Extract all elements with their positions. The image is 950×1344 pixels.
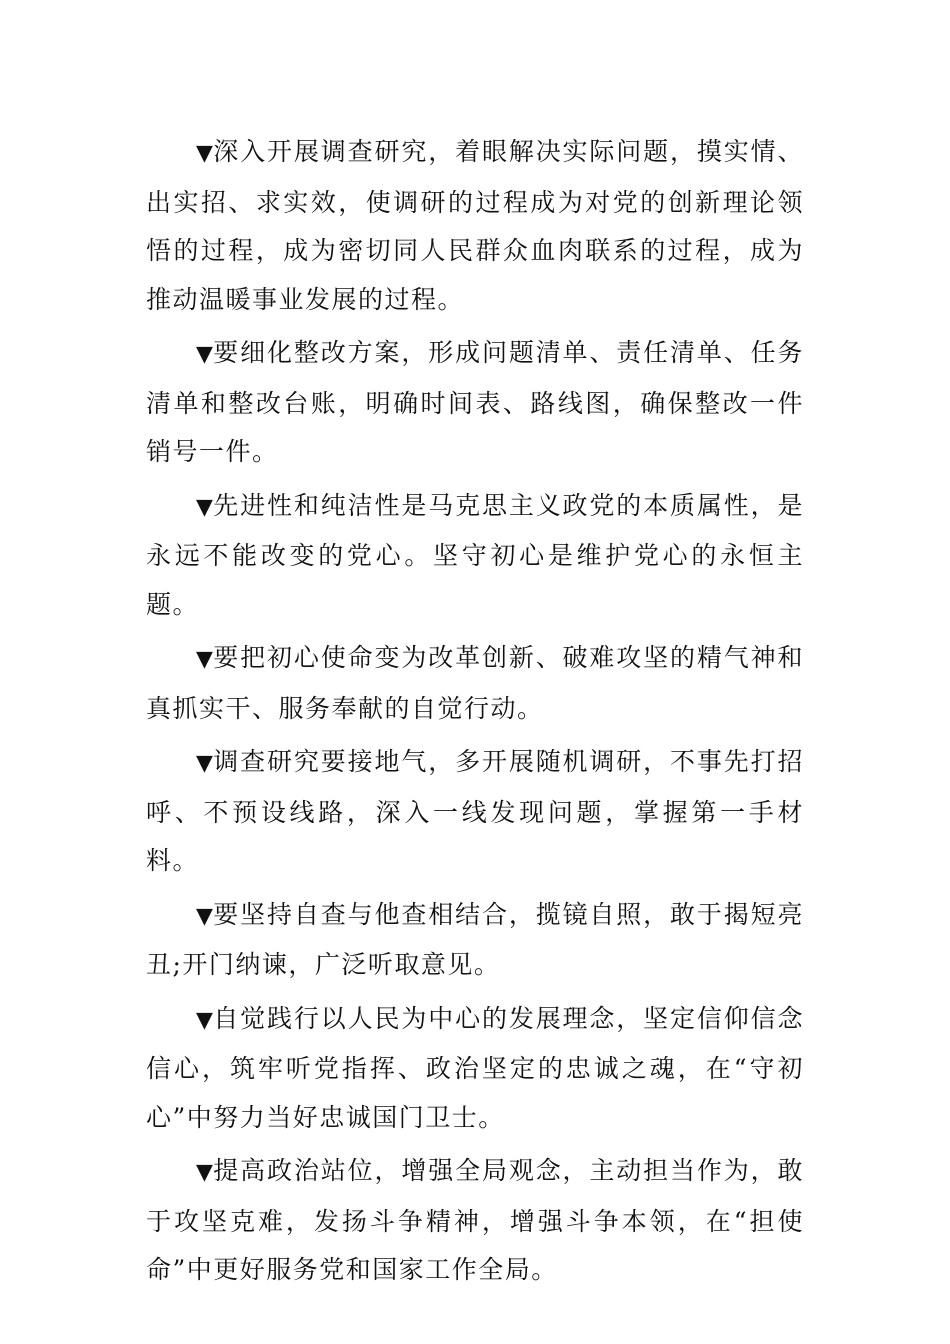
paragraph-text: 调查研究要接地气，多开展随机调研，不事先打招呼、不预设线路，深入一线发现问题，掌握第一手材料。 (146, 747, 804, 875)
paragraph-text: 要坚持自查与他查相结合，揽镜自照，敢于揭短亮丑;开门纳谏，广泛听取意见。 (146, 899, 804, 979)
paragraph-text: 深入开展调查研究，着眼解决实际问题，摸实情、出实招、求实效，使调研的过程成为对党的创新理论领悟的过程，成为密切同人民群众血肉联系的过程，成为推动温暖事业发展的过程。 (146, 137, 804, 314)
document-body (146, 128, 804, 1300)
paragraph-text: 要细化整改方案，形成问题清单、责任清单、任务清单和整改台账，明确时间表、路线图，确保整改一件销号一件。 (146, 338, 804, 466)
paragraph-text: 自觉践行以人民为中心的发展理念，坚定信仰信念信心，筑牢听党指挥、政治坚定的忠诚之魂，在“守初心”中努力当好忠诚国门卫士。 (146, 1003, 804, 1132)
triangle-bullet-icon: ▼ (196, 141, 214, 166)
triangle-bullet-icon: ▼ (196, 1160, 214, 1185)
triangle-bullet-icon: ▼ (196, 1007, 214, 1033)
paragraph-8 (146, 1147, 804, 1295)
paragraph-2 (146, 329, 804, 477)
paragraph-text: 先进性和纯洁性是马克思主义政党的本质属性，是永远不能改变的党心。坚守初心是维护党心的永恒主题。 (146, 490, 804, 619)
paragraph-1 (146, 128, 804, 324)
paragraph-5 (146, 738, 804, 886)
triangle-bullet-icon: ▼ (196, 342, 214, 367)
paragraph-text: 提高政治站位，增强全局观念，主动担当作为，敢于攻坚克难，发扬斗争精神，增强斗争本领，在“担使命”中更好服务党和国家工作全局。 (146, 1156, 804, 1284)
paragraph-7 (146, 995, 804, 1143)
triangle-bullet-icon: ▼ (196, 647, 214, 672)
paragraph-4 (146, 634, 804, 733)
triangle-bullet-icon: ▼ (196, 903, 214, 929)
paragraph-6 (146, 891, 804, 990)
triangle-bullet-icon: ▼ (196, 494, 214, 520)
triangle-bullet-icon: ▼ (196, 751, 214, 776)
paragraph-text: 要把初心使命变为改革创新、破难攻坚的精气神和真抓实干、服务奉献的自觉行动。 (146, 643, 804, 723)
paragraph-3 (146, 482, 804, 630)
